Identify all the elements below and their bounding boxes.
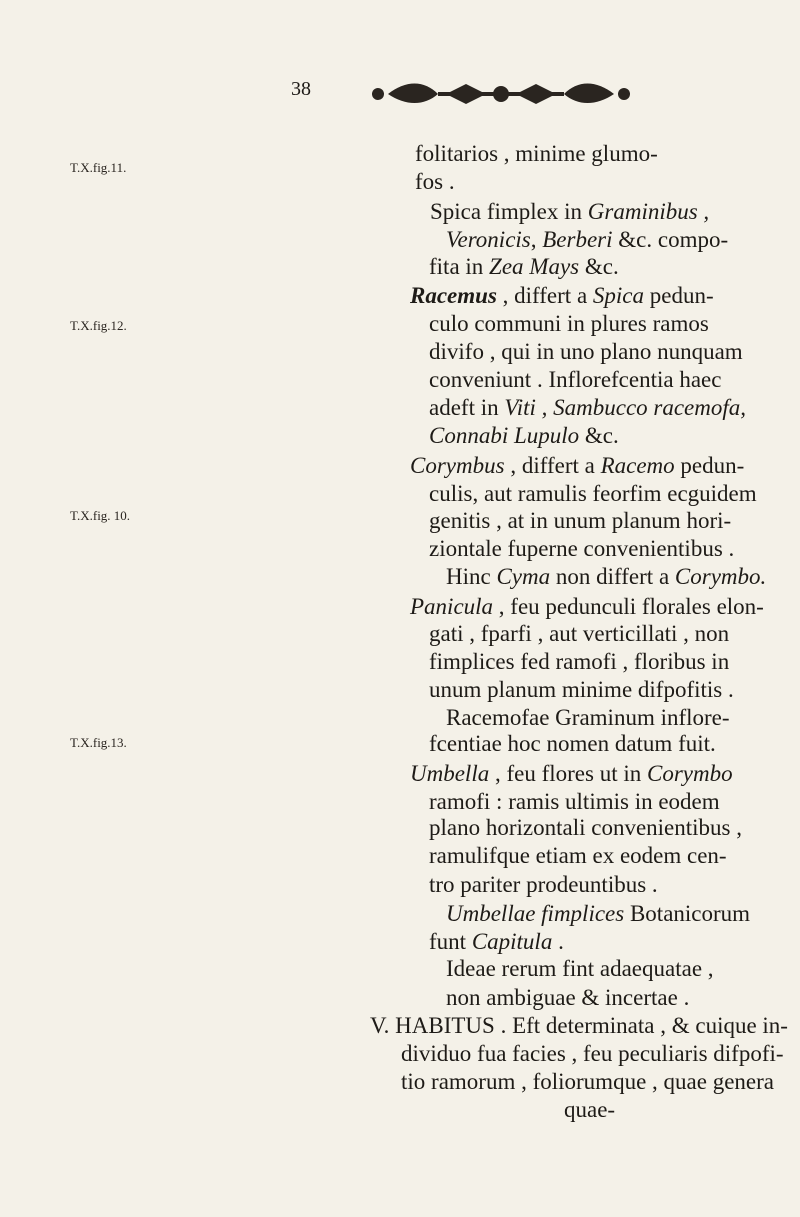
text-line	[446, 955, 714, 983]
text-segment: Graminibus ,	[587, 199, 710, 224]
text-segment: tio ramorum , foliorumque , quae genera	[401, 1069, 774, 1094]
text-segment: Spica	[592, 283, 645, 308]
text-segment: ,	[530, 227, 543, 252]
text-line	[446, 704, 730, 732]
page-number: 38	[291, 78, 311, 100]
text-segment: fita in	[429, 254, 490, 279]
text-line	[446, 226, 728, 254]
text-line	[429, 394, 746, 422]
text-line	[415, 168, 455, 196]
text-segment: Spica fimplex in	[430, 199, 588, 224]
text-line	[401, 1040, 784, 1068]
text-segment: Umbella	[410, 761, 490, 786]
text-line	[429, 507, 731, 535]
text-segment: Hinc	[446, 564, 497, 589]
text-line	[446, 900, 750, 928]
text-segment: &c.	[579, 423, 619, 448]
text-segment: Berberi	[542, 227, 613, 252]
text-line	[429, 871, 658, 899]
text-segment: Viti , Sambucco racemofa,	[504, 395, 747, 420]
text-line	[429, 620, 729, 648]
text-segment: Botanicorum	[624, 901, 751, 926]
text-line	[430, 198, 709, 226]
text-segment: .	[552, 929, 564, 954]
text-line	[429, 730, 716, 758]
text-segment: pedun-	[674, 453, 745, 478]
text-line	[429, 366, 721, 394]
text-segment: divifo , qui in uno plano nunquam	[429, 339, 743, 364]
text-line	[429, 788, 720, 816]
text-segment: Racemus	[410, 283, 497, 308]
text-line	[410, 760, 733, 788]
text-segment: fcentiae hoc nomen datum fuit.	[429, 731, 716, 756]
text-line	[564, 1096, 615, 1124]
text-segment: Corymbo	[646, 761, 733, 786]
text-segment: adeft in	[429, 395, 505, 420]
text-segment: Panicula	[410, 594, 494, 619]
text-segment: , differt a	[496, 283, 593, 308]
text-line	[429, 310, 709, 338]
text-segment: funt	[429, 929, 472, 954]
text-line	[370, 1012, 788, 1040]
text-segment: Racemofae Graminum inflore-	[446, 705, 730, 730]
text-segment: Corymbo.	[674, 564, 767, 589]
margin-note-fig-10: T.X.fig. 10.	[70, 508, 131, 523]
text-segment: fos .	[415, 169, 455, 194]
text-segment: non differt a	[550, 564, 675, 589]
text-segment: genitis , at in unum planum hori-	[429, 508, 732, 533]
text-segment: ramulifque etiam ex eodem cen-	[429, 843, 727, 868]
text-segment: Racemo	[600, 453, 675, 478]
text-line	[410, 593, 764, 621]
text-segment: &c.	[579, 254, 619, 279]
text-line	[429, 253, 619, 281]
text-line	[446, 563, 766, 591]
text-segment: Capitula	[471, 929, 553, 954]
text-line	[429, 676, 734, 704]
text-segment: culis, aut ramulis feorfim ecguidem	[429, 481, 757, 506]
text-line	[446, 984, 689, 1012]
text-segment: &c. compo-	[612, 227, 729, 252]
text-segment: dividuo fua facies , feu peculiaris difpofi-	[401, 1041, 784, 1066]
text-line	[429, 842, 727, 870]
text-line	[415, 140, 658, 168]
text-segment: Ideae rerum fint adaequatae ,	[446, 956, 714, 981]
text-segment: fimplices fed ramofi , floribus in	[429, 649, 730, 674]
text-line	[410, 282, 714, 310]
text-segment: unum planum minime difpofitis .	[429, 677, 734, 702]
margin-note-fig-12: T.X.fig.12.	[70, 318, 127, 333]
text-segment: culo communi in plures ramos	[429, 311, 709, 336]
text-segment: folitarios , minime glumo-	[415, 141, 658, 166]
text-line	[429, 422, 619, 450]
text-line	[429, 535, 734, 563]
text-segment: conveniunt . Inflorefcentia haec	[429, 367, 722, 392]
text-segment: V. HABITUS . Eft determinata , & cuique in-	[370, 1013, 788, 1038]
text-line	[429, 648, 729, 676]
text-line	[429, 338, 743, 366]
text-segment: , differt a	[504, 453, 601, 478]
text-segment: , feu flores ut in	[489, 761, 647, 786]
text-segment: , feu pedunculi florales elon-	[493, 594, 764, 619]
text-segment: ziontale fuperne convenientibus .	[429, 536, 735, 561]
text-line	[401, 1068, 774, 1096]
text-segment: Zea Mays	[489, 254, 580, 279]
text-segment: plano horizontali convenientibus ,	[429, 815, 742, 840]
text-segment: Veronicis	[446, 227, 531, 252]
text-segment: quae-	[564, 1097, 616, 1122]
text-segment: tro pariter prodeuntibus .	[429, 872, 658, 897]
text-segment: ramofi : ramis ultimis in eodem	[429, 789, 720, 814]
text-line	[410, 452, 744, 480]
text-segment: Umbellae fimplices	[446, 901, 625, 926]
text-segment: non ambiguae & incertae .	[446, 985, 690, 1010]
text-segment: Corymbus	[410, 453, 505, 478]
margin-note-fig-11: T.X.fig.11.	[70, 160, 127, 175]
margin-note-fig-13: T.X.fig.13.	[70, 735, 127, 750]
text-segment: Cyma	[496, 564, 551, 589]
text-line	[429, 480, 757, 508]
text-segment: gati , fparfi , aut verticillati , non	[429, 621, 730, 646]
text-segment: pedun-	[644, 283, 714, 308]
text-line	[429, 928, 564, 956]
text-segment: Connabi Lupulo	[429, 423, 580, 448]
text-line	[429, 814, 742, 842]
